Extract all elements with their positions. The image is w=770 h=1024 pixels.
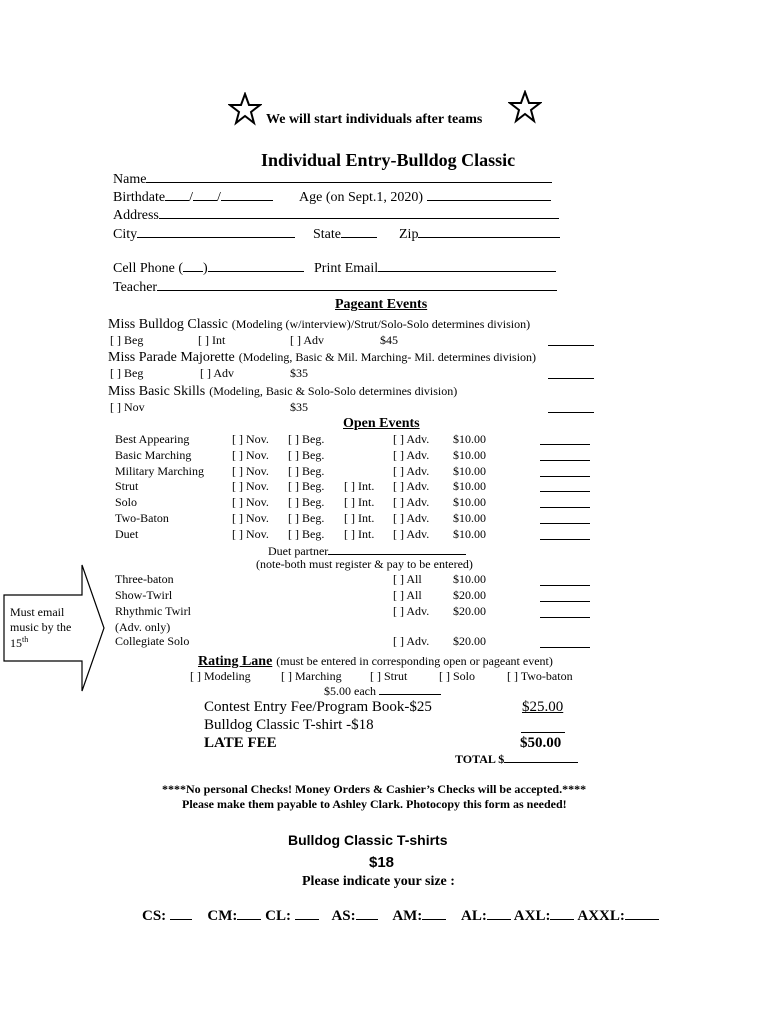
checkbox-nov[interactable]: [ ] Nov.	[232, 447, 269, 462]
late-fee-label: LATE FEE	[204, 735, 277, 751]
event-name: Rhythmic Twirl	[115, 604, 191, 618]
checkbox-adv[interactable]: [ ] Adv.	[393, 634, 430, 648]
amount-blank[interactable]	[540, 491, 590, 492]
teacher-field[interactable]: Teacher	[113, 280, 557, 296]
checkbox-adv[interactable]: [ ] Adv	[200, 366, 234, 380]
checkbox-option[interactable]: [ ] All	[393, 572, 422, 586]
amount-blank[interactable]	[540, 585, 590, 586]
event-name: Duet	[115, 526, 139, 541]
checkbox-int[interactable]: [ ] Int.	[344, 495, 375, 510]
amount-blank[interactable]	[548, 378, 594, 379]
tshirt-amount-blank[interactable]	[521, 732, 565, 733]
duet-note: (note-both must register & pay to be entered)	[256, 557, 473, 571]
tshirts-price: $18	[369, 854, 395, 871]
amount-blank[interactable]	[540, 507, 590, 508]
email-field[interactable]: Print Email	[314, 261, 556, 277]
payment-notice-1: ****No personal Checks! Money Orders & Cashier’s Checks will be accepted.****	[162, 782, 587, 796]
checkbox-beg[interactable]: [ ] Beg.	[288, 432, 325, 446]
checkbox-int[interactable]: [ ] Int.	[344, 479, 375, 494]
checkbox-adv[interactable]: [ ] Adv.	[393, 511, 430, 525]
price: $10.00	[453, 526, 486, 541]
checkbox-nov[interactable]: [ ] Nov.	[232, 526, 269, 541]
event-name: Three-baton	[115, 572, 174, 586]
price: $10.00	[453, 463, 486, 478]
amount-blank[interactable]	[540, 539, 590, 540]
price: $20.00	[453, 634, 486, 648]
checkbox-adv[interactable]: [ ] Adv.	[393, 495, 430, 510]
amount-blank[interactable]	[548, 345, 594, 346]
checkbox-adv[interactable]: [ ] Adv.	[393, 479, 430, 494]
amount-blank[interactable]	[540, 444, 590, 445]
table-row	[0, 464, 770, 480]
duet-partner-field[interactable]: Duet partner	[268, 544, 466, 559]
checkbox-beg[interactable]: [ ] Beg.	[288, 495, 325, 510]
address-field[interactable]: Address	[113, 208, 559, 224]
star-icon	[508, 90, 542, 124]
amount-blank[interactable]	[540, 460, 590, 461]
miss-parade-title: Miss Parade Majorette (Modeling, Basic & Mil. Marching- Mil. determines division)	[108, 350, 537, 365]
price: $10.00	[453, 572, 486, 586]
payment-notice-2: Please make them payable to Ashley Clark. Photocopy this form as needed!	[182, 797, 567, 811]
table-row	[0, 511, 770, 527]
price: $35	[290, 400, 308, 414]
checkbox-beg[interactable]: [ ] Beg.	[288, 479, 325, 494]
size-cs[interactable]: CS:	[142, 908, 192, 924]
rating-lane-heading: Rating Lane (must be entered in corresponding open or pageant event)	[198, 654, 553, 669]
page-title: Individual Entry-Bulldog Classic	[261, 150, 516, 170]
checkbox-beg[interactable]: [ ] Beg	[110, 333, 144, 347]
rating-option-strut[interactable]: [ ] Strut	[370, 669, 408, 683]
rating-option-two-baton[interactable]: [ ] Two-baton	[507, 669, 573, 683]
rating-each-field[interactable]: $5.00 each	[324, 684, 441, 699]
size-axxl[interactable]: AXXL:	[577, 908, 659, 924]
age-field[interactable]: Age (on Sept.1, 2020)	[299, 190, 551, 206]
price: $10.00	[453, 511, 486, 525]
checkbox-int[interactable]: [ ] Int	[198, 333, 226, 347]
size-cl[interactable]: CL:	[265, 908, 319, 924]
arrow-note-line3: 15th	[10, 635, 29, 650]
size-axl[interactable]: AXL:	[514, 908, 575, 924]
table-row	[0, 448, 770, 464]
checkbox-nov[interactable]: [ ] Nov.	[232, 511, 269, 525]
checkbox-beg[interactable]: [ ] Beg.	[288, 463, 325, 478]
name-field[interactable]: Name	[113, 172, 552, 188]
price: $10.00	[453, 495, 486, 510]
checkbox-adv[interactable]: [ ] Adv.	[393, 447, 430, 462]
rating-option-marching[interactable]: [ ] Marching	[281, 669, 342, 683]
event-name: Show-Twirl	[115, 588, 173, 602]
checkbox-adv[interactable]: [ ] Adv	[290, 333, 324, 347]
price: $10.00	[453, 479, 486, 494]
table-row	[0, 479, 770, 495]
event-name: Military Marching	[115, 463, 204, 478]
checkbox-adv[interactable]: [ ] Adv.	[393, 463, 430, 478]
price: $45	[380, 333, 398, 347]
arrow-note-line2: music by the	[10, 620, 72, 634]
event-name: Solo	[115, 495, 138, 510]
checkbox-nov[interactable]: [ ] Nov.	[232, 463, 269, 478]
contest-fee-label: Contest Entry Fee/Program Book-$25	[204, 699, 432, 715]
size-instruction: Please indicate your size :	[302, 874, 455, 889]
adv-only-note: (Adv. only)	[115, 620, 171, 634]
event-name: Best Appearing	[115, 432, 190, 446]
size-al[interactable]: AL:	[461, 908, 511, 924]
city-field[interactable]: City	[113, 227, 295, 243]
event-name: Collegiate Solo	[115, 634, 190, 648]
size-cm[interactable]: CM:	[207, 908, 261, 924]
event-name: Basic Marching	[115, 447, 192, 462]
total-field[interactable]: TOTAL $	[455, 752, 578, 767]
table-row	[0, 588, 770, 604]
price: $10.00	[453, 432, 486, 446]
checkbox-option[interactable]: [ ] Adv.	[393, 604, 430, 618]
table-row	[0, 495, 770, 511]
miss-bulldog-title: Miss Bulldog Classic (Modeling (w/interview)/Strut/Solo-Solo determines division)	[108, 317, 531, 332]
table-row	[0, 527, 770, 543]
amount-blank[interactable]	[548, 412, 594, 413]
checkbox-int[interactable]: [ ] Int.	[344, 511, 375, 525]
arrow-note-line1: Must email	[10, 605, 65, 619]
amount-blank[interactable]	[540, 617, 590, 618]
event-name: Strut	[115, 479, 139, 494]
amount-blank[interactable]	[540, 523, 590, 524]
table-row	[0, 634, 770, 650]
zip-field[interactable]: Zip	[399, 227, 560, 243]
checkbox-nov[interactable]: [ ] Nov.	[232, 432, 269, 446]
price: $20.00	[453, 604, 486, 618]
price: $35	[290, 366, 308, 380]
checkbox-option[interactable]: [ ] All	[393, 588, 422, 602]
tshirts-title: Bulldog Classic T-shirts	[288, 832, 448, 848]
price: $10.00	[453, 447, 486, 462]
rating-option-modeling[interactable]: [ ] Modeling	[190, 669, 251, 683]
header-note: We will start individuals after teams	[266, 112, 483, 127]
checkbox-beg[interactable]: [ ] Beg	[110, 366, 144, 380]
amount-blank[interactable]	[540, 647, 590, 648]
checkbox-int[interactable]: [ ] Int.	[344, 526, 375, 541]
star-icon	[228, 92, 262, 126]
state-field[interactable]: State	[313, 227, 377, 243]
checkbox-beg[interactable]: [ ] Beg.	[288, 511, 325, 525]
late-fee-amount: $50.00	[520, 735, 562, 751]
table-row	[0, 432, 770, 448]
open-heading: Open Events	[343, 416, 420, 431]
contest-fee-amount: $25.00	[522, 699, 564, 715]
size-am[interactable]: AM:	[392, 908, 446, 924]
birthdate-field[interactable]: Birthdate / /	[113, 190, 273, 206]
amount-blank[interactable]	[540, 601, 590, 602]
checkbox-nov[interactable]: [ ] Nov.	[232, 479, 269, 494]
checkbox-nov[interactable]: [ ] Nov	[110, 400, 145, 414]
checkbox-adv[interactable]: [ ] Adv.	[393, 432, 430, 446]
pageant-heading: Pageant Events	[335, 297, 428, 312]
rating-option-solo[interactable]: [ ] Solo	[439, 669, 475, 683]
event-name: Two-Baton	[115, 511, 169, 525]
size-row	[142, 908, 659, 925]
checkbox-beg[interactable]: [ ] Beg.	[288, 526, 325, 541]
size-as[interactable]: AS:	[331, 908, 377, 924]
cell-phone-field[interactable]: Cell Phone ( )	[113, 261, 304, 277]
table-row	[0, 604, 770, 620]
amount-blank[interactable]	[540, 476, 590, 477]
checkbox-beg[interactable]: [ ] Beg.	[288, 447, 325, 462]
table-row	[0, 572, 770, 588]
checkbox-nov[interactable]: [ ] Nov.	[232, 495, 269, 510]
miss-basic-title: Miss Basic Skills (Modeling, Basic & Solo-Solo determines division)	[108, 384, 458, 399]
checkbox-adv[interactable]: [ ] Adv.	[393, 526, 430, 541]
tshirt-fee-label: Bulldog Classic T-shirt -$18	[204, 717, 374, 733]
price: $20.00	[453, 588, 486, 602]
